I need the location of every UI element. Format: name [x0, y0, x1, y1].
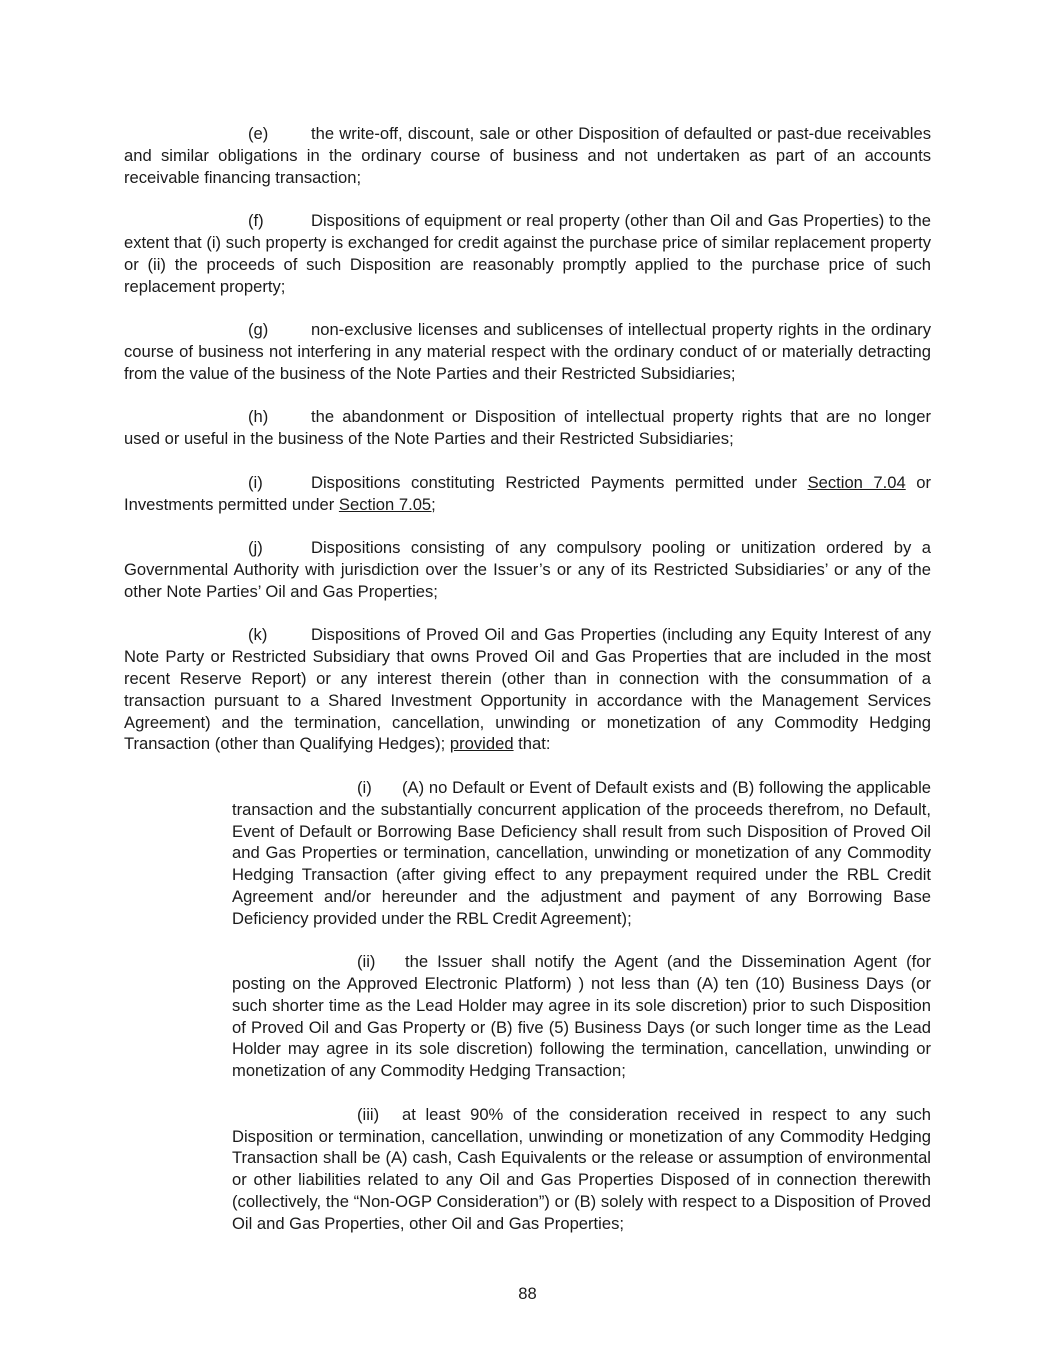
subparagraph-iii — [232, 1104, 931, 1235]
document-body — [124, 123, 931, 1256]
paragraph-label: (g) — [248, 320, 269, 340]
paragraph-label: (e) — [248, 124, 269, 143]
paragraph-text: non-exclusive licenses and sublicenses of intellectual property rights in the ordinary course of business not interfering in any material respect with the ordinary conduct of or materially detracting from the value of the business of the Note Parties and their Restricted Subsidiaries; — [124, 320, 931, 383]
subparagraph-label: (iii) — [357, 1104, 380, 1124]
paragraph-label: (f) — [248, 211, 264, 231]
subparagraph-ii — [232, 951, 931, 1082]
paragraph-label: (h) — [248, 407, 269, 427]
subparagraph-text: at least 90% of the consideration received in respect to any such Disposition or termination, cancellation, unwinding or monetization of any Commodity Hedging Transaction shall be (A) cash, Cash Equivalents or the release or assumption of environmental or other liabilities related to any Oil and Gas Properties Disposed of in connection therewith (collectively, the “Non-OGP Consideration”) or (B) solely with respect to a Disposition of Proved Oil and Gas Properties, other Oil and Gas Properties; — [232, 1104, 931, 1233]
paragraph-text: Dispositions of equipment or real property (other than Oil and Gas Properties) to the extent that (i) such property is exchanged for credit against the purchase price of similar replacement property or (ii) the proceeds of such Disposition are reasonably promptly applied to the purchase price of such replacement property; — [124, 211, 931, 296]
page-number: 88 — [518, 1284, 537, 1303]
subparagraph-text: the Issuer shall notify the Agent (and the Dissemination Agent (for posting on the Approved Electronic Platform) ) not less than (A) ten (10) Business Days (or such shorter time as the Lead Holder may agree in its sole discretion) prior to such Disposition of Proved Oil and Gas Property or (B) five (5) Business Days (or such longer time as the Lead Holder may agree in its sole discretion) following the termination, cancellation, unwinding or monetization of any Commodity Hedging Transaction; — [232, 952, 931, 1081]
paragraph-g — [124, 319, 931, 384]
paragraph-text: that: — [513, 734, 551, 754]
paragraph-text: Dispositions constituting Restricted Payments permitted under — [311, 472, 808, 492]
subparagraph-label: (ii) — [357, 952, 376, 972]
section-reference-link: Section 7.05; — [338, 494, 436, 514]
subparagraph-text: (A) no Default or Event of Default exists and (B) following the applicable transaction and the substantially concurrent application of the proceeds therefrom, no Default, Event of Default or Borrowing Base Deficiency shall result from such Disposition of Proved Oil and Gas Properties or termination, cancellation, unwinding or monetization of any Commodity Hedging Transaction (after giving effect to any prepayment required under the RBL Credit Agreement and/or hereunder and the adjustment and payment of any Borrowing Base Deficiency provided under the RBL Credit Agreement); — [232, 777, 931, 928]
paragraph-j — [124, 537, 931, 602]
subparagraph-label: (i) — [357, 777, 372, 797]
paragraph-e — [124, 123, 931, 188]
paragraph-text: Dispositions of Proved Oil and Gas Properties (including any Equity Interest of any Note Party or Restricted Subsidiary that owns Proved Oil and Gas Properties that are included in the most recent Reserve Report) or any interest therein (other than in connection with the consummation of a transaction pursuant to a Shared Investment Opportunity in accordance with the Management Services Agreement) and the termination, cancellation, unwinding or monetization of any Commodity Hedging Transaction (other than Qualifying Hedges); — [124, 625, 931, 754]
paragraph-text: or Investments permitted under — [124, 472, 931, 514]
paragraph-h — [124, 406, 931, 450]
paragraph-i — [124, 472, 931, 516]
paragraph-f — [124, 210, 931, 297]
paragraph-label: (i) — [248, 472, 263, 492]
provided-term: provided — [449, 734, 514, 754]
paragraph-label: (k) — [248, 625, 268, 645]
paragraph-k — [124, 624, 931, 755]
paragraph-label: (j) — [248, 538, 263, 558]
paragraph-text: the write-off, discount, sale or other Disposition of defaulted or past-due receivables and similar obligations in the ordinary course of business and not undertaken as part of an accounts receivable financing transaction; — [124, 124, 931, 187]
paragraph-text: Dispositions consisting of any compulsory pooling or unitization ordered by a Governmental Authority with jurisdiction over the Issuer’s or any of its Restricted Subsidiaries’ or any of the other Note Parties’ Oil and Gas Properties; — [124, 538, 931, 601]
paragraph-text: the abandonment or Disposition of intellectual property rights that are no longer used or useful in the business of the Note Parties and their Restricted Subsidiaries; — [124, 407, 931, 449]
subparagraph-i — [232, 777, 931, 930]
section-reference-link: Section 7.04 — [807, 472, 906, 492]
